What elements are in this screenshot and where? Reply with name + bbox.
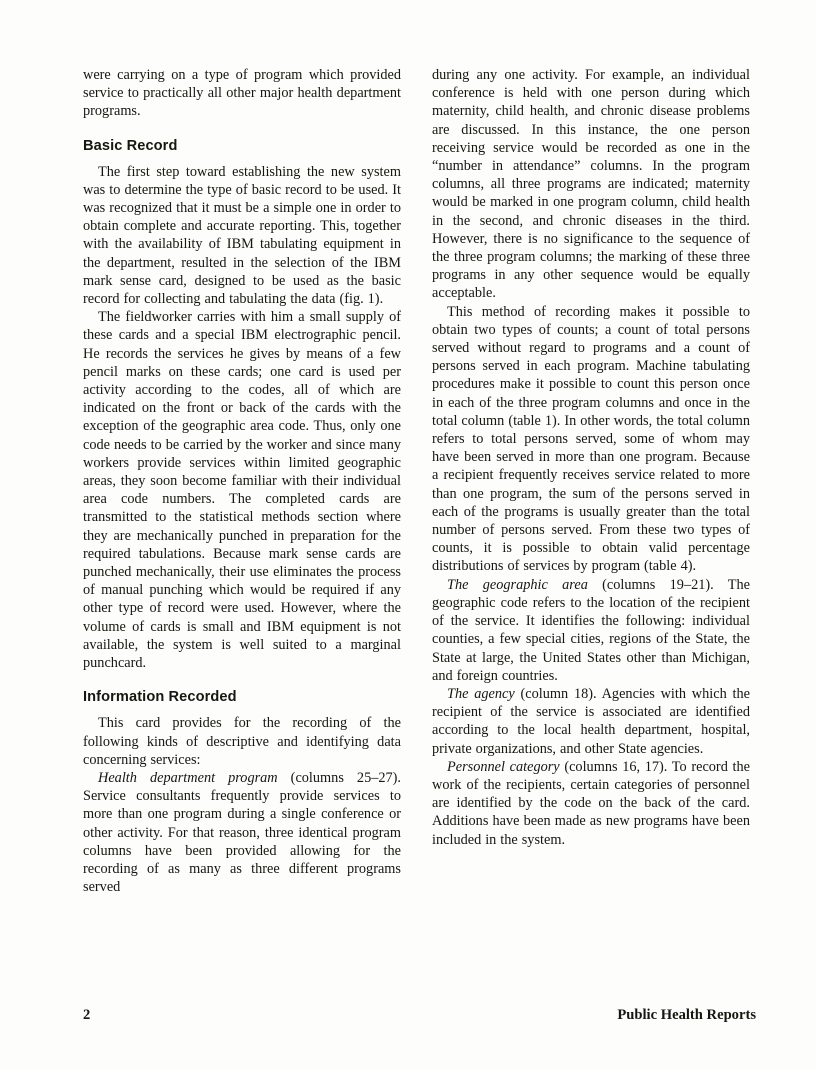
paragraph-health-department-program: [83, 769, 401, 896]
continuation-paragraph: during any one activity. For example, an individual conference is held with one person during which maternity, child health, and chronic disease problems are discussed. In this instance, the one person receiving service would be recorded as one in the “number in attendance” columns. In the program columns, all three programs are indicated; maternity would be marked in one program column, child health in the second, and chronic diseases in the third. However, there is no significance to the sequence of the three program columns; the marking of these three programs in any other sequence would be equally acceptable.: [432, 67, 750, 302]
page-number: 2: [83, 1007, 91, 1023]
italic-term-agency: The agency: [447, 685, 515, 702]
paragraph-text: (columns 16, 17). To record the work of the recipients, certain categories of personnel are identified by the code on the back of the card. Additions have been made as new programs have been included in the system.: [432, 758, 750, 848]
italic-term-health-department-program: Health department program: [98, 769, 278, 786]
paragraph-basic-record-1: The first step toward establishing the new system was to determine the type of basic record to be used. It was recognized that it must be a simple one in order to obtain complete and accurate reporting. This, together with the availability of IBM tabulating equipment in the department, resulted in the selection of the IBM mark sense card, designed to be used as the basic record for collecting and tabulating the data (fig. 1).: [83, 163, 401, 308]
right-column: [432, 66, 750, 896]
paragraph-agency: [432, 685, 750, 758]
journal-name: Public Health Reports: [617, 1007, 756, 1023]
continuation-paragraph: were carrying on a type of program which provided service to practically all other major health department programs.: [83, 67, 401, 120]
paragraph-text: (column 18). Agencies with which the recipient of the service is associated are identified according to the local health department, hospital, private organizations, and other State agencies.: [432, 685, 751, 757]
paragraph-personnel-category: [432, 758, 750, 849]
left-column: [83, 66, 401, 896]
paragraph-counting-method: This method of recording makes it possible to obtain two types of counts; a count of total persons served without regard to programs and a count of persons served in each program. Machine tabulating procedures make it possible to count this person once in each of the three program columns and once in the total column (table 1). In other words, the total column refers to total persons served, some of whom may have been served in more than one program. Because a recipient frequently receives service related to more than one program, the sum of the persons served in each of the programs is usually greater than the total number of persons served. From these two types of counts, it is possible to obtain valid percentage distributions of services by program (table 4).: [432, 303, 750, 575]
italic-term-geographic-area: The geographic area: [447, 576, 588, 593]
paragraph-information-recorded-1: This card provides for the recording of the following kinds of descriptive and identifying data concerning services:: [83, 715, 401, 768]
paragraph-geographic-area: [432, 576, 750, 685]
paragraph-text: (columns 25–27). Service consultants frequently provide services to more than one program during a single conference or other activity. For that reason, three identical program columns have been provided allowing for the recording of as many as three different programs served: [83, 769, 402, 896]
section-heading-basic-record: Basic Record: [83, 137, 178, 154]
italic-term-personnel-category: Personnel category: [447, 758, 560, 775]
two-column-text-block: [83, 66, 750, 896]
page-footer: [83, 1007, 756, 1024]
paragraph-basic-record-2: The fieldworker carries with him a small supply of these cards and a special IBM electrographic pencil. He records the services he gives by means of a few pencil marks on these cards; one card is used per activity according to the codes, all of which are indicated on the front or back of the cards with the exception of the geographic area code. Thus, only one code needs to be carried by the worker and since many workers provide services within limited geographic areas, they soon become familiar with their individual area code numbers. The completed cards are transmitted to the statistical methods section where they are mechanically punched in preparation for the required tabulations. Because mark sense cards are punched mechanically, their use eliminates the process of manual punching which would be required if any other type of record were used. However, where the volume of cards is small and IBM equipment is not available, the system is well suited to a marginal punchcard.: [83, 309, 401, 672]
section-heading-information-recorded: Information Recorded: [83, 689, 237, 706]
paragraph-text: (columns 19–21). The geographic code refers to the location of the recipient of the service. It identifies the following: individual counties, a few special cities, regions of the State, the State at large, the United States other than Michigan, and foreign countries.: [432, 576, 750, 684]
